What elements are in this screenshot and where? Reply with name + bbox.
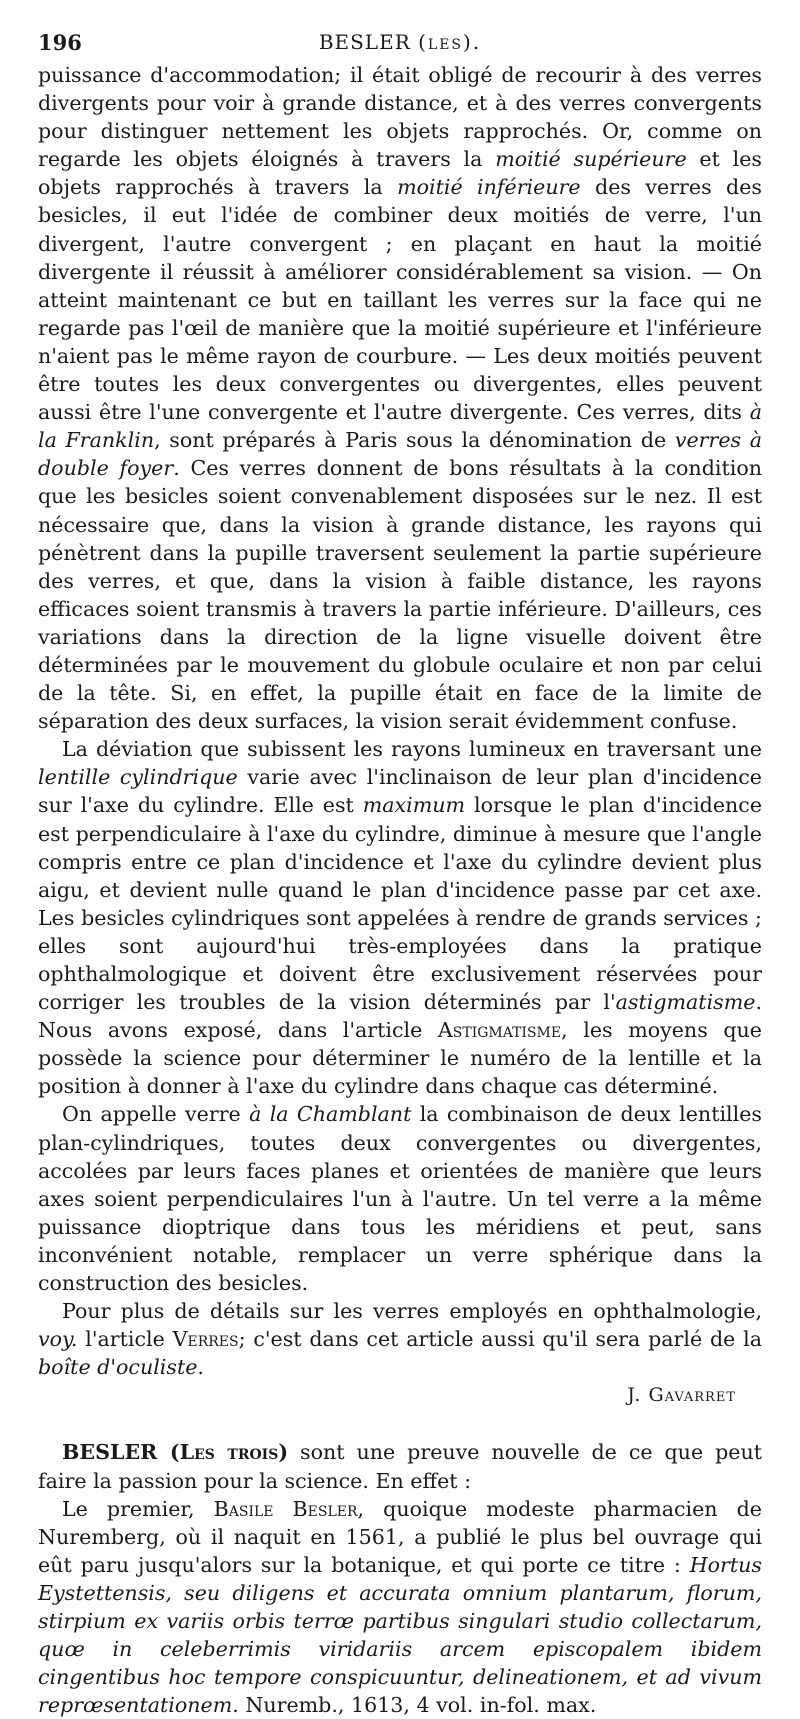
text-run: et les objets rapprochés à travers la	[38, 147, 762, 200]
italic-run: à la Franklin	[38, 400, 762, 453]
text-run: , les moyens que possède la science pour déterminer le numéro de la lentille et la position à donner à l'axe du cylindre dans chaque cas déterminé.	[38, 1018, 762, 1099]
book-title: Hortus Eystettensis, seu diligens et accurata omnium plantarum, florum, stirpium ex variis orbis terrœ partibus singulari studio collectarum, quœ in celeberrimis viridariis arcem episcopalem ibidem cingentibus hoc tempore conspicuuntur, delineationem, et ad vivum reprœsentationem.	[38, 1552, 762, 1718]
italic-run: astigmatisme	[615, 990, 756, 1015]
text-run: , sont préparés à Paris sous la dénomination de	[154, 428, 675, 453]
page-header	[38, 30, 762, 58]
text-run: sont une preuve nouvelle de ce que peut faire la passion pour la science. En effet :	[38, 1440, 762, 1493]
text-run: la combinaison de deux lentilles plan-cylindriques, toutes deux convergentes ou divergentes, accolées par leurs faces planes et orientées de manière que leurs axes soient perpendiculaires l'un à l'autre. Un tel verre a la même puissance dioptrique dans tous les méridiens et peut, sans inconvénient notable, remplacer un verre sphérique dans la construction des besicles.	[38, 1102, 762, 1296]
page-body	[38, 61, 762, 1719]
italic-run: boîte d'oculiste	[38, 1355, 198, 1380]
italic-run: voy.	[38, 1327, 78, 1352]
running-head	[38, 30, 762, 54]
entry-headword: BESLER (Les trois)	[62, 1440, 289, 1465]
person-name: Basile Besler	[213, 1496, 358, 1521]
paragraph-basile-besler	[38, 1495, 762, 1719]
paragraph-see-also	[38, 1297, 762, 1381]
paragraph-franklin	[38, 61, 762, 735]
cross-reference: Verres	[172, 1327, 239, 1352]
italic-run: moitié supérieure	[495, 147, 687, 172]
text-run: On appelle verre	[62, 1102, 250, 1127]
text-run: . Nous avons exposé, dans l'article	[38, 990, 762, 1043]
italic-run: à la Chamblant	[249, 1102, 412, 1127]
text-run: Nuremb., 1613, 4 vol. in-fol. max.	[238, 1693, 597, 1718]
paragraph-cylindrical	[38, 735, 762, 1100]
text-run: , quoique modeste pharmacien de Nuremberg, où il naquit en 1561, a publié le plus bel ouvrage qui eût paru jusqu'alors sur la botanique, et qui porte ce titre :	[38, 1496, 762, 1577]
italic-run: verres à double foyer	[38, 428, 763, 481]
text-run: lorsque le plan d'incidence est perpendiculaire à l'axe du cylindre, diminue à mesure que l'angle compris entre ce plan d'incidence et l'axe du cylindre devient plus aigu, et devient nulle quand le plan d'incidence passe par cet axe. Les besicles cylindriques sont appelées à rendre de grands services ; elles sont aujourd'hui très-employées dans la pratique ophthalmologique et doivent être exclusivement réservées pour corriger les troubles de la vision déterminés par l'	[38, 793, 763, 1015]
text-run: .	[197, 1355, 204, 1380]
author-signature: J. Gavarret	[627, 1384, 736, 1407]
paragraph-chamblant	[38, 1100, 762, 1297]
text-run: Pour plus de détails sur les verres employés en ophthalmologie,	[62, 1299, 762, 1324]
italic-run: maximum	[362, 793, 466, 818]
entry-separator	[38, 1409, 762, 1438]
italic-run: lentille cylindrique	[38, 765, 238, 790]
text-run: l'article	[77, 1327, 173, 1352]
running-head-title: BESLER	[318, 30, 411, 54]
entry-besler-intro	[38, 1438, 762, 1494]
italic-run: moitié inférieure	[397, 175, 581, 200]
running-head-paren: (les).	[418, 30, 482, 54]
text-run: ; c'est dans cet article aussi qu'il sera parlé de la	[238, 1327, 762, 1352]
text-run: des verres des besicles, il eut l'idée de combiner deux moitiés de verre, l'un divergent, l'autre convergent ; en plaçant en haut la moitié divergente il réussit à améliorer considérablement sa vision. — On atteint maintenant ce but en taillant les verres sur la face qui ne regarde pas l'œil de manière que la moitié supérieure et l'inférieure n'aient pas le même rayon de courbure. — Les deux moitiés peuvent être toutes les deux convergentes ou divergentes, elles peuvent aussi être l'une convergente et l'autre divergente. Ces verres, dits	[38, 175, 762, 425]
text-run: La déviation que subissent les rayons lumineux en traversant une	[62, 737, 762, 762]
text-run: Le premier,	[62, 1496, 214, 1521]
text-run: varie avec l'inclinaison de leur plan d'incidence sur l'axe du cylindre. Elle est	[38, 765, 762, 818]
text-run: puissance d'accommodation; il était obligé de recourir à des verres divergents pour voir à grande distance, et à des verres convergents pour distinguer nettement les objets rapprochés. Or, comme on regarde les objets éloignés à travers la	[38, 63, 762, 172]
page-number: 196	[38, 30, 82, 55]
cross-reference: Astigmatisme	[437, 1018, 562, 1043]
text-run: . Ces verres donnent de bons résultats à la condition que les besicles soient convenablement disposées sur le nez. Il est nécessaire que, dans la vision à grande distance, les rayons qui pénètrent dans la pupille traversent seulement la partie supérieure des verres, et que, dans la vision à faible distance, les rayons efficaces soient transmis à travers la partie inférieure. D'ailleurs, ces variations dans la direction de la ligne visuelle doivent être déterminées par le mouvement du globule oculaire et non par celui de la tête. Si, en effet, la pupille était en face de la limite de séparation des deux surfaces, la vision serait évidemment confuse.	[38, 456, 762, 734]
